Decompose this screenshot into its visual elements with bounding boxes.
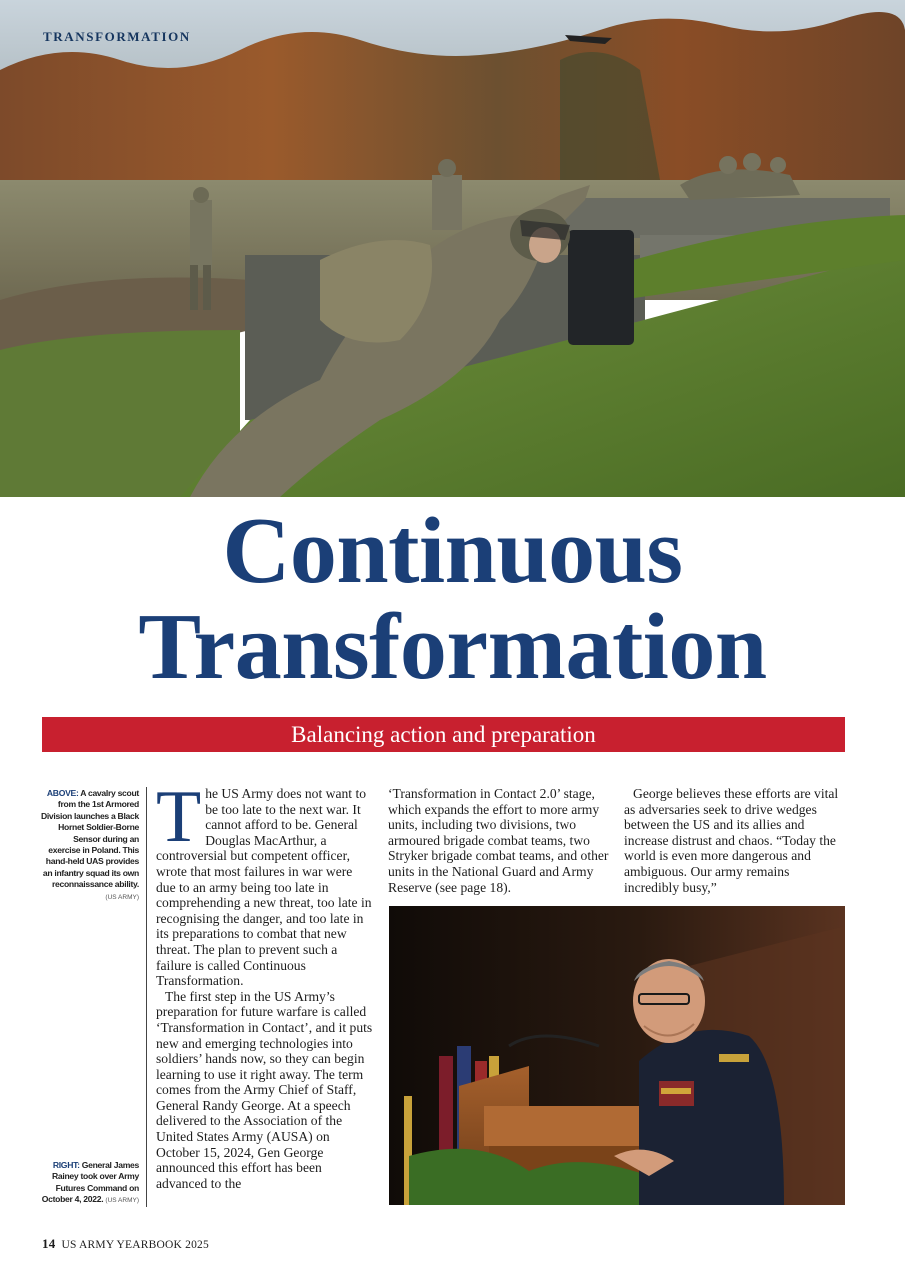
soldier-launching-drone-photo <box>0 0 905 497</box>
paragraph-2: The first step in the US Army’s preparation for future warfare is called ‘Transformation in Contact’, and it puts new and emerging technologies into soldiers’ hands now, so they can begin learning to use it right away. The term comes from the Army Chief of Staff, General Randy George. At a speech delivered to the Association of the United States Army (AUSA) on October 15, 2024, Gen George announced this effort has been advanced to the <box>156 988 373 1191</box>
page-number: 14 <box>42 1236 56 1251</box>
caption-right-lead: RIGHT: <box>52 1160 80 1170</box>
body-column-3 <box>624 786 846 895</box>
body-column-2 <box>388 786 610 895</box>
caption-above <box>40 788 139 903</box>
hero-photo <box>0 0 905 497</box>
caption-above-text: A cavalry scout from the 1st Armored Division launches a Black Hornet Soldier-Borne Sensor during an exercise in Poland. This hand-held UAS provides an infantry squad its own reconnaissance ability. <box>40 788 139 890</box>
body-column-1 <box>156 776 374 1191</box>
paragraph-4: George believes these efforts are vital as adversaries seek to drive wedges between the US and its allies and increase distrust and chaos. “Today the world is even more dangerous and ambiguous. Our army remains incredibly busy,” <box>624 786 839 895</box>
page-title <box>0 499 905 699</box>
title-line-2: Transformation <box>138 595 767 699</box>
caption-right-text: General James Rainey took over Army Futures Command on October 4, 2022. <box>41 1160 139 1205</box>
drop-cap: T <box>156 776 202 858</box>
general-at-podium-photo <box>389 906 845 1205</box>
title-line-1: Continuous <box>222 499 683 603</box>
paragraph-3: ‘Transformation in Contact 2.0’ stage, which expands the effort to more army units, including two divisions, two armoured brigade combat teams, two Stryker brigade combat teams, and other units in the National Guard and Army Reserve (see page 18). <box>388 786 609 895</box>
section-label: TRANSFORMATION <box>43 29 191 44</box>
subtitle-banner: Balancing action and preparation <box>42 717 845 752</box>
paragraph-1: he US Army does not want to be too late to the next war. It cannot afford to be. General Douglas MacArthur, a controversial but competent officer, wrote that most failures in war were due to an army being too late in comprehending a new threat, too late in recognising the danger, and too late in its preparations to combat that new threat. The plan to prevent such a failure is called Continuous Transformation. <box>156 786 372 989</box>
page-footer <box>42 1236 209 1252</box>
caption-right-credit: (US ARMY) <box>105 1197 139 1205</box>
caption-right <box>40 1160 139 1207</box>
publication-name: US ARMY YEARBOOK 2025 <box>61 1239 209 1251</box>
caption-divider <box>146 787 147 1207</box>
speaker-podium-photo <box>389 906 845 1205</box>
caption-above-lead: ABOVE: <box>46 788 79 798</box>
caption-above-credit: (US ARMY) <box>105 893 139 901</box>
